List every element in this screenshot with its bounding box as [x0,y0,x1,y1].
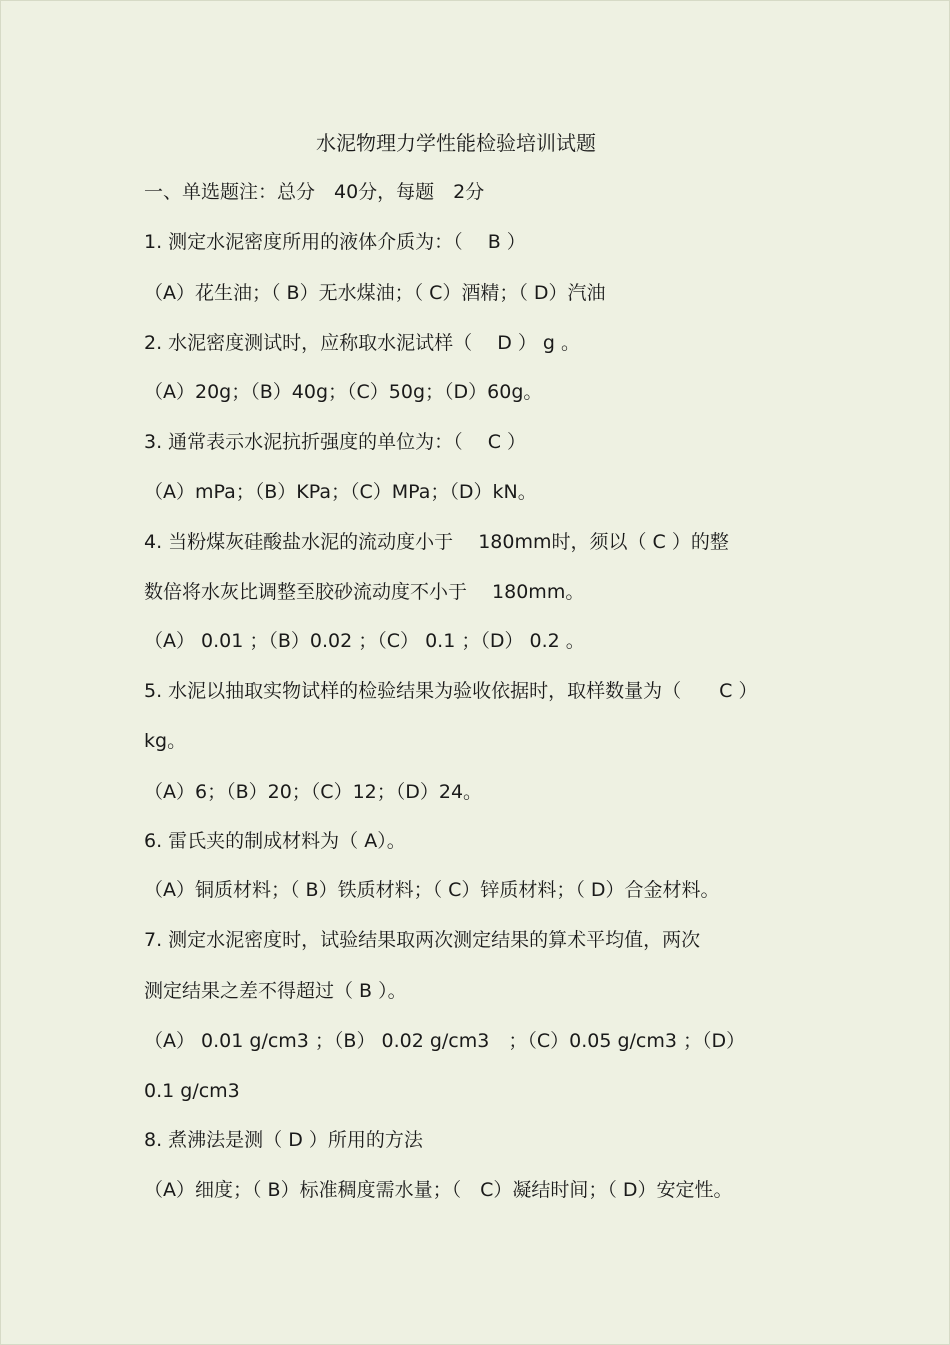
question-5-line-2: kg。 [144,730,187,752]
question-1: 1. 测定水泥密度所用的液体介质为：（ B ） [144,231,526,253]
options-5: （A）6；（B）20；（C）12；（D）24。 [144,781,483,803]
section-heading: 一、单选题注：总分 40分，每题 2分 [144,181,485,203]
question-3: 3. 通常表示水泥抗折强度的单位为：（ C ） [144,431,527,453]
options-7-line-1: （A） 0.01 g/cm3 ；（B） 0.02 g/cm3 ；（C）0.05 g/cm3 ；（D） [144,1030,746,1052]
question-4-line-1: 4. 当粉煤灰硅酸盐水泥的流动度小于 180mm时，须以（ C ）的整 [144,531,729,553]
question-4-line-2: 数倍将水灰比调整至胶砂流动度不小于 180mm。 [144,581,585,603]
question-7-line-1: 7. 测定水泥密度时，试验结果取两次测定结果的算术平均值，两次 [144,929,701,951]
options-3: （A）mPa；（B）KPa；（C）MPa；（D）kN。 [144,481,537,503]
question-8: 8. 煮沸法是测（ D ）所用的方法 [144,1129,423,1151]
options-8: （A）细度；（ B）标准稠度需水量；（ C）凝结时间；（ D）安定性。 [144,1179,733,1201]
question-5-line-1: 5. 水泥以抽取实物试样的检验结果为验收依据时，取样数量为（ C ） [144,680,758,702]
question-7-line-2: 测定结果之差不得超过（ B ）。 [144,980,407,1002]
options-6: （A）铜质材料；（ B）铁质材料；（ C）锌质材料；（ D）合金材料。 [144,879,720,901]
options-2: （A）20g；（B）40g；（C）50g；（D）60g。 [144,381,543,403]
page-title: 水泥物理力学性能检验培训试题 [316,131,596,155]
options-1: （A）花生油；（ B）无水煤油；（ C）酒精；（ D）汽油 [144,282,606,304]
question-2: 2. 水泥密度测试时，应称取水泥试样（ D ） g 。 [144,332,581,354]
question-6: 6. 雷氏夹的制成材料为（ A）。 [144,830,406,852]
options-7-line-2: 0.1 g/cm3 [144,1080,240,1102]
options-4: （A） 0.01 ；（B）0.02 ；（C） 0.1 ；（D） 0.2 。 [144,630,585,652]
